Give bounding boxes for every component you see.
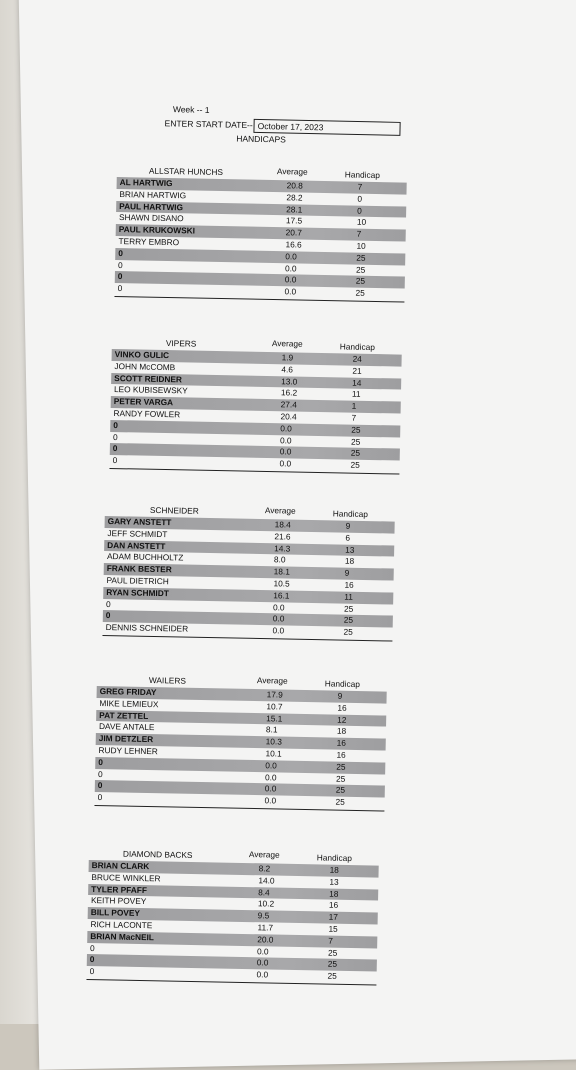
player-name: PAUL HARTWIG (119, 200, 184, 212)
player-handicap: 25 (355, 287, 365, 298)
player-average: 0.0 (256, 957, 269, 968)
player-handicap: 10 (356, 217, 367, 228)
player-handicap: 16 (336, 737, 347, 748)
player-name: 0 (105, 598, 111, 609)
player-handicap: 25 (327, 958, 338, 970)
player-name: 0 (117, 283, 123, 294)
player-average: 0.0 (279, 458, 292, 469)
team-name: VIPERS (165, 338, 197, 349)
player-name: RICH LACONTE (90, 919, 153, 931)
player-average: 17.9 (266, 689, 283, 700)
player-name: PETER VARGA (113, 396, 174, 408)
player-average: 11.7 (257, 922, 274, 933)
player-name: 0 (89, 966, 95, 977)
player-average: 1.9 (281, 352, 294, 363)
player-handicap: 18 (336, 726, 347, 737)
player-average: 8.4 (258, 886, 270, 898)
player-name: PAUL DIETRICH (106, 575, 169, 587)
player-handicap: 7 (328, 935, 333, 946)
player-name: BILL POVEY (90, 907, 141, 919)
player-handicap: 24 (352, 353, 362, 364)
player-name: MIKE LEMIEUX (99, 697, 159, 709)
handicap-column-header: Handicap (316, 852, 353, 864)
player-average: 0.0 (264, 795, 277, 806)
player-handicap: 25 (350, 459, 360, 470)
player-handicap: 17 (328, 911, 339, 922)
player-average: 10.2 (257, 898, 275, 909)
player-handicap: 18 (329, 888, 339, 899)
player-name: FRANK BESTER (106, 563, 172, 575)
team-name: DIAMOND BACKS (122, 848, 193, 860)
player-name: 0 (105, 610, 111, 621)
player-name: 0 (112, 455, 118, 466)
player-name: TYLER PFAFF (91, 883, 148, 895)
player-name: DAN ANSTETT (107, 539, 166, 551)
player-average: 28.2 (286, 192, 303, 203)
player-average: 20.4 (280, 411, 297, 422)
start-date-field[interactable]: October 17, 2023 (254, 119, 401, 136)
player-average: 0.0 (284, 262, 297, 274)
player-handicap: 25 (350, 436, 361, 447)
player-name: 0 (97, 768, 103, 779)
player-average: 0.0 (272, 613, 285, 624)
player-handicap: 18 (329, 864, 339, 875)
player-average: 9.5 (257, 910, 270, 921)
player-average: 0.0 (264, 783, 277, 794)
player-name: BRIAN MacNEIL (90, 930, 155, 943)
team-table (109, 337, 401, 475)
player-handicap: 9 (344, 567, 350, 578)
handicap-column-header: Handicap (344, 169, 381, 181)
average-column-header: Average (264, 505, 296, 516)
player-name: 0 (117, 271, 123, 282)
player-average: 14.3 (274, 542, 291, 554)
player-average: 0.0 (279, 434, 292, 446)
player-average: 0.0 (280, 423, 292, 434)
player-handicap: 16 (337, 702, 347, 713)
player-handicap: 25 (343, 626, 353, 637)
player-handicap: 25 (355, 275, 366, 287)
team-table (86, 848, 378, 986)
player-average: 10.3 (265, 736, 282, 747)
player-handicap: 25 (355, 264, 366, 275)
player-handicap: 0 (357, 205, 362, 216)
player-average: 16.6 (285, 239, 302, 250)
player-handicap: 25 (350, 447, 361, 459)
player-average: 17.5 (285, 215, 303, 226)
player-name: JOHN McCOMB (114, 360, 176, 373)
player-average: 28.1 (286, 203, 303, 215)
player-average: 8.1 (265, 724, 278, 735)
player-name: 0 (89, 942, 95, 953)
player-average: 27.4 (280, 399, 297, 410)
handicap-column-header: Handicap (332, 508, 369, 520)
player-name: TERRY EMBRO (118, 236, 180, 248)
average-column-header: Average (248, 849, 280, 860)
player-handicap: 18 (344, 556, 355, 567)
player-name: AL HARTWIG (119, 177, 173, 189)
player-name: DENNIS SCHNEIDER (105, 622, 189, 634)
player-average: 0.0 (284, 274, 297, 285)
player-name: ADAM BUCHHOLTZ (106, 551, 184, 563)
average-column-header: Average (256, 675, 288, 686)
player-handicap: 0 (357, 193, 363, 204)
average-column-header: Average (276, 166, 308, 177)
player-name: VINKO GULIC (114, 349, 170, 361)
player-name: JIM DETZLER (98, 733, 154, 745)
player-name: 0 (118, 247, 124, 258)
player-average: 10.1 (265, 748, 282, 759)
player-average: 8.2 (258, 863, 271, 874)
player-average: 8.0 (273, 554, 286, 565)
player-handicap: 13 (345, 544, 355, 555)
player-name: LEO KUBISEWSKY (113, 384, 188, 396)
player-name: RYAN SCHMIDT (106, 586, 169, 599)
player-name: GARY ANSTETT (107, 516, 172, 528)
handicap-column-header: Handicap (339, 341, 376, 353)
player-average: 20.8 (286, 180, 303, 191)
player-name: JEFF SCHMIDT (107, 527, 168, 539)
player-handicap: 9 (345, 520, 351, 531)
team-name: SCHNEIDER (149, 504, 199, 516)
player-name: KEITH POVEY (90, 895, 147, 907)
player-average: 0.0 (264, 771, 277, 783)
player-name: 0 (112, 443, 118, 454)
player-average: 10.5 (273, 578, 290, 589)
player-handicap: 15 (328, 923, 338, 934)
player-average: 15.1 (266, 712, 283, 724)
player-name: 0 (112, 431, 118, 442)
player-average: 14.0 (258, 875, 275, 886)
player-average: 0.0 (256, 969, 269, 980)
average-column-header: Average (271, 338, 303, 349)
player-name: 0 (117, 259, 123, 270)
player-name: BRUCE WINKLER (91, 871, 161, 884)
player-name: 0 (97, 792, 103, 803)
player-handicap: 7 (356, 228, 362, 239)
team-table (102, 504, 394, 642)
start-date-label: ENTER START DATE-- (164, 118, 253, 131)
player-handicap: 14 (352, 377, 362, 388)
player-average: 18.1 (273, 566, 290, 577)
player-handicap: 7 (351, 412, 357, 423)
player-name: DAVE ANTALE (98, 721, 155, 733)
player-handicap: 25 (351, 424, 361, 435)
player-name: PAUL KRUKOWSKI (118, 224, 196, 236)
player-handicap: 11 (351, 389, 361, 400)
player-average: 0.0 (265, 760, 277, 771)
player-handicap: 25 (335, 784, 346, 796)
player-average: 4.6 (281, 364, 294, 375)
player-handicap: 16 (336, 749, 346, 760)
player-average: 0.0 (272, 625, 285, 636)
player-name: 0 (89, 954, 95, 965)
player-average: 21.6 (274, 531, 291, 542)
team-table (94, 674, 386, 812)
player-handicap: 16 (328, 900, 339, 911)
player-handicap: 25 (327, 947, 338, 958)
player-handicap: 10 (356, 240, 366, 251)
player-handicap: 16 (344, 579, 354, 590)
player-average: 0.0 (272, 601, 285, 613)
player-name: RUDY LEHNER (98, 745, 158, 757)
player-handicap: 25 (336, 761, 346, 772)
player-average: 18.4 (274, 519, 291, 530)
week-label: Week -- 1 (172, 104, 210, 115)
player-average: 0.0 (256, 945, 269, 957)
player-name: 0 (113, 419, 119, 430)
player-handicap: 25 (327, 970, 337, 981)
handicaps-title: HANDICAPS (236, 133, 286, 145)
player-average: 13.0 (281, 375, 298, 387)
player-name: BRIAN CLARK (91, 860, 150, 872)
player-average: 16.2 (280, 387, 298, 398)
player-handicap: 12 (337, 714, 347, 725)
player-handicap: 25 (335, 773, 346, 784)
player-handicap: 25 (343, 614, 354, 626)
team-name: WAILERS (148, 674, 187, 686)
player-handicap: 6 (345, 532, 351, 543)
player-handicap: 7 (357, 181, 363, 192)
handicap-column-header: Handicap (324, 678, 361, 690)
player-average: 16.1 (273, 590, 290, 601)
player-average: 0.0 (284, 286, 297, 297)
player-average: 10.7 (266, 701, 283, 712)
player-average: 0.0 (285, 251, 297, 262)
team-table (114, 165, 406, 303)
player-name: 0 (98, 756, 104, 767)
player-name: RANDY FOWLER (113, 408, 181, 420)
player-name: 0 (97, 780, 103, 791)
player-handicap: 1 (351, 400, 357, 411)
player-average: 0.0 (279, 446, 292, 457)
player-average: 20.7 (285, 227, 302, 238)
player-handicap: 25 (343, 603, 354, 614)
player-handicap: 25 (356, 252, 366, 263)
player-name: PAT ZETTEL (99, 709, 149, 721)
player-handicap: 11 (344, 591, 353, 602)
player-name: SHAWN DISANO (118, 212, 184, 224)
player-average: 20.0 (257, 934, 274, 945)
player-handicap: 25 (335, 796, 345, 807)
player-name: GREG FRIDAY (99, 686, 157, 698)
player-handicap: 13 (329, 876, 339, 887)
player-name: SCOTT REIDNER (114, 372, 183, 384)
player-name: BRIAN HARTWIG (119, 188, 187, 201)
player-handicap: 21 (352, 365, 362, 376)
team-name: ALLSTAR HUNCHS (148, 165, 224, 178)
player-handicap: 9 (337, 690, 343, 701)
